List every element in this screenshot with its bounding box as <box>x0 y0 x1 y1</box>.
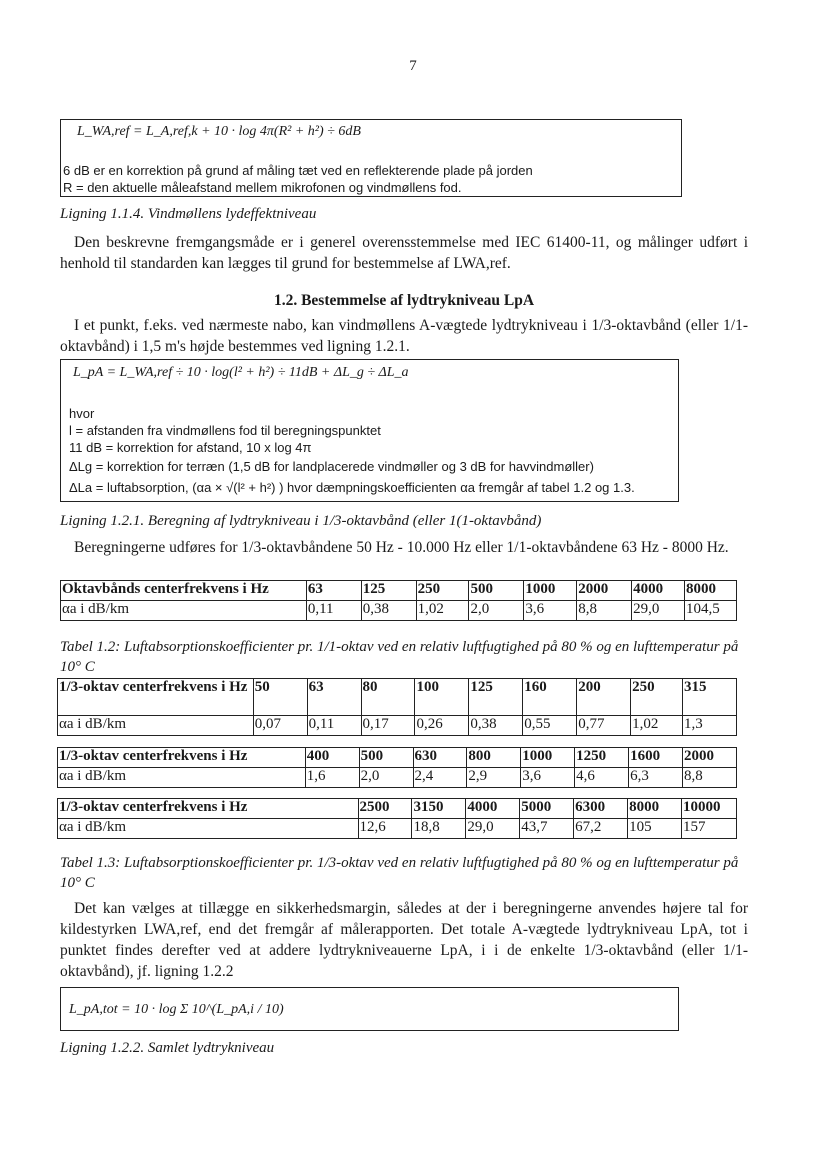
table-1-3-part-2-cell: 6,3 <box>629 768 683 788</box>
table-1-2-cell: 1,02 <box>416 601 469 621</box>
table-1-3-part-2-header-cell: 1000 <box>521 748 575 768</box>
table-1-3-part-3-header-cell: 3150 <box>412 799 466 819</box>
table-1-2-header-cell: 250 <box>416 581 469 601</box>
table-row <box>58 819 737 839</box>
table-1-3-part-1-header-cell: 160 <box>523 679 577 716</box>
table-1-3-part-2-header-cell: 400 <box>305 748 359 768</box>
caption-ligning-1-2-1: Ligning 1.2.1. Beregning af lydtrykniveau i 1/3-oktavbånd (eller 1(1-oktavbånd) <box>60 513 542 529</box>
caption-ligning-1-2-2: Ligning 1.2.2. Samlet lydtrykniveau <box>60 1040 275 1056</box>
table-1-3-part-3-header-cell: 10000 <box>681 799 736 819</box>
box1-line-2: R = den aktuelle måleafstand mellem mikrofonen og vindmøllens fod. <box>63 180 462 195</box>
table-1-3-part-2-header-cell: 2000 <box>682 748 736 768</box>
table-1-2-cell: 2,0 <box>469 601 524 621</box>
table-1-2-header-row <box>61 581 737 601</box>
table-1-3-part-3-header-cell: 4000 <box>466 799 520 819</box>
table-1-3-part-2-cell: 2,9 <box>467 768 521 788</box>
table-1-3-part-2-header-cell: 800 <box>467 748 521 768</box>
table-1-3-part-3-header-cell: 5000 <box>520 799 574 819</box>
table-1-3-part-1-cell: 1,02 <box>631 716 683 736</box>
table-1-3-part-3-cell: 157 <box>681 819 736 839</box>
table-1-2-header-cell: Oktavbånds centerfrekvens i Hz <box>61 581 307 601</box>
table-1-3-part-3-header-cell: 8000 <box>628 799 682 819</box>
table-1-3-part-3-cell: 105 <box>628 819 682 839</box>
paragraph-2: I et punkt, f.eks. ved nærmeste nabo, kan vindmøllens A-vægtede lydtrykniveau i 1/3-oktavbånd (eller 1/1-oktavbånd) i 1,5 m's højde bestemmes ved ligning 1.2.1. <box>60 317 748 355</box>
equation-box-1-1-4 <box>60 119 682 197</box>
table-1-3-part-2-header-cell: 1/3-oktav centerfrekvens i Hz <box>58 748 306 768</box>
table-1-3-part-2-header-cell: 1250 <box>575 748 629 768</box>
table-1-3-part-1-cell: 0,38 <box>469 716 523 736</box>
table-1-3-part-3-cell: 43,7 <box>520 819 574 839</box>
table-1-2-header-cell: 2000 <box>577 581 632 601</box>
table-1-3-part-1-cell: 1,3 <box>683 716 737 736</box>
table-1-3-part-1-header-cell: 63 <box>307 679 361 716</box>
table-1-3-part-3-cell: 29,0 <box>466 819 520 839</box>
table-1-2-cell: 104,5 <box>685 601 737 621</box>
table-1-3-part-1-cell: αa i dB/km <box>58 716 254 736</box>
section-heading-1-2: 1.2. Bestemmelse af lydtrykniveau LpA <box>273 292 535 309</box>
table-1-3-part-3-cell: αa i dB/km <box>58 819 359 839</box>
table-row <box>61 601 737 621</box>
table-1-3-part-2-cell: 2,4 <box>413 768 467 788</box>
table-1-3-part-2-cell: 3,6 <box>521 768 575 788</box>
table-1-2-cell: 0,11 <box>306 601 361 621</box>
caption-tabel-1-2: Tabel 1.2: Luftabsorptionskoefficienter pr. 1/1-oktav ved en relativ luftfugtighed på 80 % og en lufttemperatur på 10° C <box>60 639 739 675</box>
table-1-3-part-1-header-cell: 250 <box>631 679 683 716</box>
table-1-3-part-1-header-cell: 50 <box>253 679 307 716</box>
table-1-3-part-3-header-cell: 6300 <box>574 799 628 819</box>
table-1-3-part-2-header-cell: 500 <box>359 748 413 768</box>
table-1-2-header-cell: 125 <box>361 581 416 601</box>
table-1-3-part-1-cell: 0,55 <box>523 716 577 736</box>
equation-box-1-2-1 <box>60 359 679 502</box>
table-1-2 <box>60 580 737 621</box>
table-1-3-part-3-header-cell: 1/3-oktav centerfrekvens i Hz <box>58 799 359 819</box>
table-row <box>58 768 737 788</box>
table-1-2-cell: 0,38 <box>361 601 416 621</box>
caption-tabel-1-3: Tabel 1.3: Luftabsorptionskoefficienter pr. 1/3-oktav ved en relativ luftfugtighed på 80 % og en lufttemperatur på 10° C <box>60 855 739 891</box>
box2-line-4: ΔLa = luftabsorption, (αa × √(l² + h²) ) hvor dæmpningskoefficienten αa fremgår af tabel 1.2 og 1.3. <box>69 480 635 495</box>
table-1-3-part-1-cell: 0,17 <box>361 716 415 736</box>
table-1-3-part-2 <box>57 747 737 788</box>
box2-line-2: 11 dB = korrektion for afstand, 10 x log 4π <box>69 440 312 455</box>
table-row <box>58 716 737 736</box>
table-1-2-cell: 29,0 <box>632 601 685 621</box>
table-1-3-part-3-cell: 67,2 <box>574 819 628 839</box>
table-1-3-part-2-cell: 1,6 <box>305 768 359 788</box>
table-1-3-part-2-cell: 8,8 <box>682 768 736 788</box>
equation-box-1-2-2 <box>60 987 679 1031</box>
table-1-3-part-3-header-cell: 2500 <box>358 799 412 819</box>
table-1-3-part-1-header-cell: 125 <box>469 679 523 716</box>
paragraph-4: Det kan vælges at tillægge en sikkerhedsmargin, således at der i beregningerne anvendes højere tal for kildestyrken LWA,ref, end det fremgår af målerapporten. Det totale A-vægtede lydtrykniveau LpA, tot i punktet findes derefter ved at addere lydtrykniveauerne LpA, i i de enkelte 1/3-oktavbånd (eller 1/1-oktavbånd), jf. ligning 1.2.2 <box>60 900 748 980</box>
table-1-3-part-1-header-cell: 100 <box>415 679 469 716</box>
page-number: 7 <box>409 58 417 74</box>
table-1-3-part-1-header-cell: 200 <box>577 679 631 716</box>
table-1-2-header-cell: 4000 <box>632 581 685 601</box>
box2-line-3: ΔLg = korrektion for terræn (1,5 dB for landplacerede vindmøller og 3 dB for havvindmøller) <box>69 459 594 474</box>
table-1-3-part-1-header-row <box>58 679 737 716</box>
table-1-2-cell: 3,6 <box>524 601 577 621</box>
table-1-2-header-cell: 500 <box>469 581 524 601</box>
caption-ligning-1-1-4: Ligning 1.1.4. Vindmøllens lydeffektniveau <box>60 206 317 222</box>
table-1-3-part-1-cell: 0,11 <box>307 716 361 736</box>
table-1-3-part-2-cell: 2,0 <box>359 768 413 788</box>
formula-lpa: L_pA = L_WA,ref ÷ 10 · log(l² + h²) ÷ 11dB + ΔL_g ÷ ΔL_a <box>73 365 409 380</box>
box2-line-1: l = afstanden fra vindmøllens fod til beregningspunktet <box>69 423 381 438</box>
paragraph-1: Den beskrevne fremgangsmåde er i generel overensstemmelse med IEC 61400-11, og målinger udført i henhold til standarden kan lægges til grund for bestemmelse af LWA,ref. <box>60 234 748 272</box>
table-1-2-header-cell: 1000 <box>524 581 577 601</box>
table-1-3-part-2-cell: 4,6 <box>575 768 629 788</box>
table-1-3-part-1 <box>57 678 737 736</box>
table-1-3-part-1-cell: 0,77 <box>577 716 631 736</box>
table-1-2-cell: αa i dB/km <box>61 601 307 621</box>
table-1-3-part-3 <box>57 798 737 839</box>
table-1-3-part-2-header-cell: 1600 <box>629 748 683 768</box>
table-1-3-part-3-cell: 18,8 <box>412 819 466 839</box>
formula-lwa-ref: L_WA,ref = L_A,ref,k + 10 · log 4π(R² + h²) ÷ 6dB <box>77 124 361 139</box>
table-1-3-part-3-cell: 12,6 <box>358 819 412 839</box>
table-1-3-part-2-header-cell: 630 <box>413 748 467 768</box>
table-1-3-part-1-cell: 0,07 <box>253 716 307 736</box>
table-1-3-part-1-header-cell: 1/3-oktav centerfrekvens i Hz <box>58 679 254 716</box>
box1-line-1: 6 dB er en korrektion på grund af måling tæt ved en reflekterende plade på jorden <box>63 163 533 178</box>
table-1-3-part-1-header-cell: 80 <box>361 679 415 716</box>
table-1-2-header-cell: 63 <box>306 581 361 601</box>
table-1-3-part-1-cell: 0,26 <box>415 716 469 736</box>
table-1-2-cell: 8,8 <box>577 601 632 621</box>
formula-lpa-tot: L_pA,tot = 10 · log Σ 10^(L_pA,i / 10) <box>69 1002 284 1017</box>
table-1-3-part-1-header-cell: 315 <box>683 679 737 716</box>
table-1-3-part-2-cell: αa i dB/km <box>58 768 306 788</box>
table-1-3-part-3-header-row <box>58 799 737 819</box>
table-1-3-part-2-header-row <box>58 748 737 768</box>
table-1-2-header-cell: 8000 <box>685 581 737 601</box>
box2-hvor: hvor <box>69 406 95 421</box>
paragraph-3: Beregningerne udføres for 1/3-oktavbåndene 50 Hz - 10.000 Hz eller 1/1-oktavbåndene 63 Hz - 8000 Hz. <box>74 539 729 556</box>
